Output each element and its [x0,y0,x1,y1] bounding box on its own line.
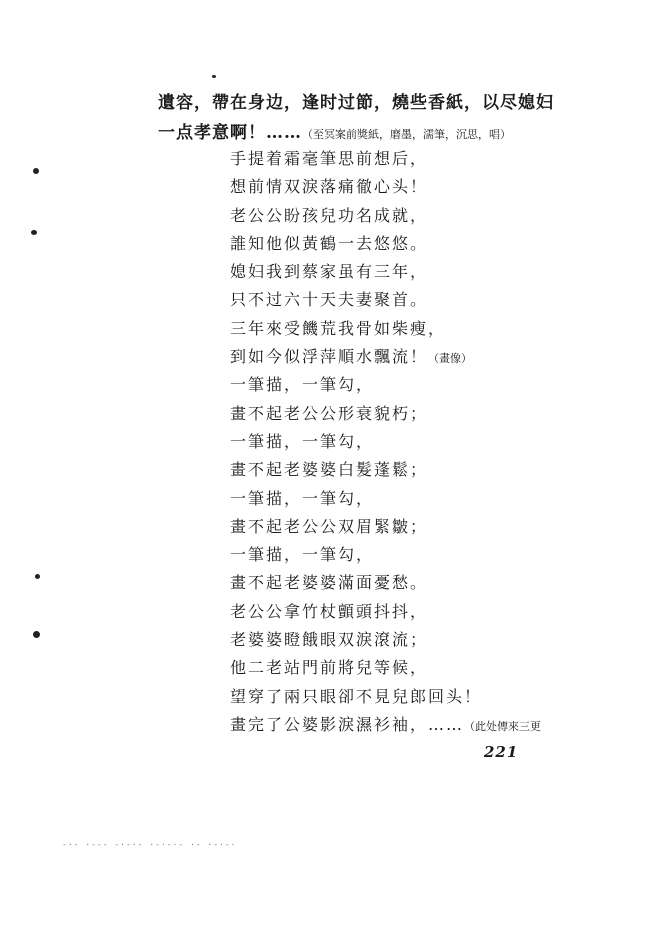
verse-block [230,145,570,739]
verse-line: 望穿了兩只眼卻不見兒郎回头！ [230,686,483,706]
prose-line: 遺容，帶在身边，逢时过節，燒些香紙，以尽媳妇 [158,93,554,113]
verse-line [230,711,570,739]
stage-direction: （畫像） [428,352,473,366]
verse-text: 畫完了公婆影淚濕衫袖，…… [230,714,465,734]
verse-line: 一筆描，一筆勾， [230,375,375,395]
verse-line: 只不过六十天夫妻聚首。 [230,290,429,310]
margin-speck [33,168,39,174]
verse-line: 一筆描，一筆勾， [230,431,375,451]
prose-line [158,118,578,148]
prose-text: 一点孝意啊！…… [158,123,302,143]
verse-line: 老公公拿竹杖顫頭抖抖， [230,601,429,621]
verse-line: 他二老站門前將兒等候， [230,658,429,678]
verse-line: 老婆婆瞪餓眼双淚滾流； [230,630,429,650]
verse-line: 一筆描，一筆勾， [230,545,375,565]
verse-line: 三年來受饑荒我骨如柴瘦， [230,318,447,338]
verse-line: 老公公盼孩兒功名成就， [230,205,429,225]
verse-line: 想前情双淚落痛徹心头！ [230,177,429,197]
margin-speck [33,631,40,638]
margin-speck [31,230,37,235]
verse-text: 到如今似浮萍順水飄流！ [230,347,429,367]
footer-scan-marks: -·- ·--- -·-·- ·-·-·- ·- ·-·-· [62,840,237,849]
verse-line: 一筆描，一筆勾， [230,488,375,508]
verse-line: 媳妇我到蔡家虽有三年， [230,262,429,282]
margin-speck [212,75,216,78]
verse-line: 手提着霜毫筆思前想后， [230,149,429,168]
page-number: 221 [484,743,519,761]
verse-line: 畫不起老公公双眉緊皺； [230,516,429,536]
verse-line: 誰知他似黃鶴一去悠悠。 [230,233,429,253]
prose-block [158,88,578,148]
margin-speck [35,574,40,579]
stage-direction: （至冥案前獎紙，磨墨，濡筆，沉思，唱） [302,128,511,141]
verse-line: 畫不起老公公形衰貌朽； [230,403,429,423]
verse-line [230,343,570,371]
verse-line: 畫不起老婆婆白髮蓬鬆； [230,460,429,480]
stage-direction: （此处傳來三更 [464,719,542,733]
verse-line: 畫不起老婆婆滿面憂愁。 [230,573,429,593]
